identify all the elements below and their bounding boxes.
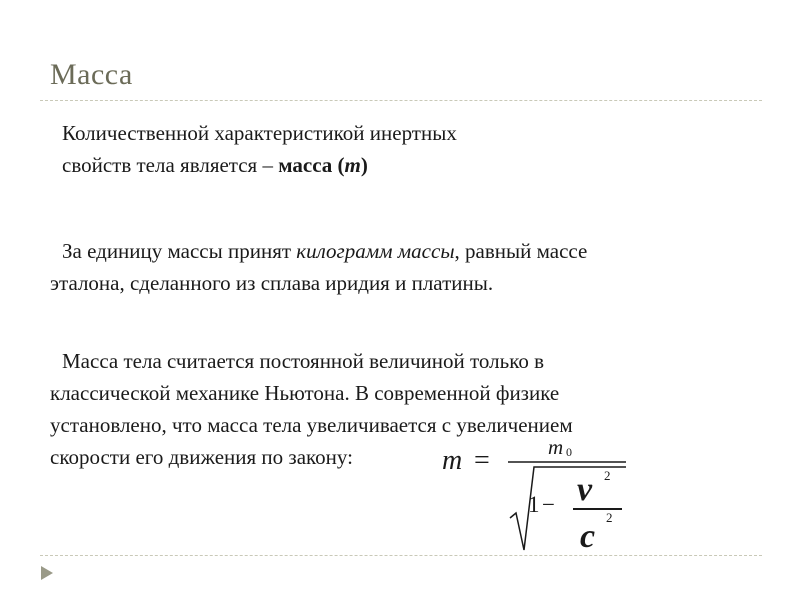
paragraph-relativity (50, 345, 750, 473)
formula-numerator-subscript: 0 (566, 445, 572, 459)
paragraph-relativity-line-3: установлено, что масса тела увеличивается с увеличением (50, 413, 573, 437)
triangle-right-icon[interactable] (40, 565, 54, 581)
p3-line1-text: Масса тела считается постоянной величиной только в (62, 349, 544, 373)
mass-term: масса (278, 153, 333, 177)
slide-title: Масса (50, 58, 133, 91)
paragraph-relativity-line-4: скорости его движения по закону: (50, 445, 353, 469)
p2-suffix: , равный массе (454, 239, 588, 263)
paren-open: ( (332, 153, 345, 177)
paragraph-inertia-line-2 (50, 149, 457, 181)
kilogram-term: килограмм массы (296, 239, 455, 263)
paragraph-unit-line-1 (50, 235, 587, 267)
formula-v-exponent: 2 (604, 468, 611, 483)
mass-symbol: m (344, 153, 361, 177)
formula-c-exponent: 2 (606, 510, 613, 525)
p1-line1-text: Количественной характеристикой инертных (62, 121, 457, 145)
paragraph-unit-line-2: эталона, сделанного из сплава иридия и платины. (50, 271, 494, 295)
paragraph-unit (50, 235, 587, 299)
formula-one: 1 (528, 492, 540, 517)
formula-c: c (580, 518, 596, 555)
bottom-divider (40, 555, 762, 556)
formula-numerator-m: m (548, 435, 564, 459)
paren-close: ) (360, 153, 368, 177)
formula-minus: − (542, 492, 555, 517)
top-divider (40, 100, 762, 101)
p2-prefix: За единицу массы принят (62, 239, 297, 263)
formula-lhs-m: m (442, 445, 463, 476)
p1-line2-prefix: свойств тела является – (62, 153, 279, 177)
paragraph-inertia (50, 117, 457, 181)
formula-equals: = (474, 445, 490, 476)
paragraph-inertia-line-1 (50, 117, 457, 149)
formula-v: v (577, 471, 593, 508)
mass-formula (430, 430, 640, 555)
paragraph-relativity-line-2: классической механике Ньютона. В современной физике (50, 381, 560, 405)
paragraph-relativity-line-1 (50, 345, 750, 377)
